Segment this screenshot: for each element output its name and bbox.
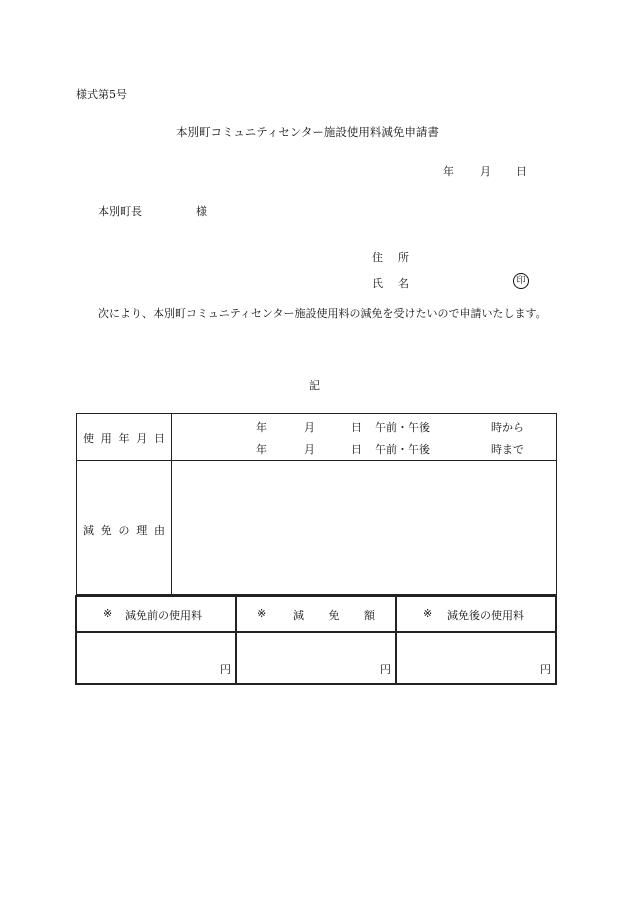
date-day-label: 日 — [516, 165, 527, 178]
fee-after-unit: 円 — [540, 663, 551, 676]
fee-before-unit: 円 — [220, 663, 231, 676]
date-year-label: 年 — [443, 165, 454, 178]
note-mark: ※ — [423, 607, 433, 620]
addressee-honorific: 様 — [196, 205, 207, 218]
address-label: 住 所 — [372, 251, 409, 264]
usage-date-label: 使 用 年 月 日 — [83, 432, 165, 445]
reason-label: 減 免 の 理 由 — [83, 524, 165, 537]
reason-field[interactable] — [173, 462, 555, 592]
form-number: 様式第5号 — [76, 88, 127, 101]
table-divider — [235, 597, 237, 683]
header-reduction-label: 減 免 額 — [293, 609, 375, 622]
application-statement: 次により、本別町コミュニティセンター施設使用料の減免を受けたいので申請いたします。 — [98, 307, 547, 320]
to-year: 年 — [256, 443, 267, 456]
header-before-label: 減免前の使用料 — [125, 609, 202, 622]
from-time: 時から — [491, 421, 524, 434]
to-month: 月 — [304, 443, 315, 456]
table-divider — [77, 631, 555, 633]
seal-mark: 印 — [513, 273, 529, 289]
fee-table — [75, 595, 557, 685]
fee-reduction-unit: 円 — [380, 663, 391, 676]
from-month: 月 — [304, 421, 315, 434]
table-divider — [77, 460, 556, 461]
note-mark: ※ — [257, 607, 267, 620]
page-title: 本別町コミュニティセンター施設使用料減免申請書 — [176, 125, 439, 139]
to-ampm: 午前・午後 — [375, 443, 430, 456]
usage-table — [76, 413, 557, 595]
note-mark: ※ — [103, 607, 113, 620]
from-ampm: 午前・午後 — [375, 421, 430, 434]
addressee-name: 本別町長 — [98, 205, 142, 218]
ki-heading: 記 — [309, 379, 320, 392]
date-month-label: 月 — [480, 165, 491, 178]
to-day: 日 — [351, 443, 362, 456]
from-day: 日 — [351, 421, 362, 434]
table-divider — [395, 597, 397, 683]
to-time: 時まで — [491, 443, 524, 456]
name-label: 氏 名 — [372, 277, 409, 290]
header-after-label: 減免後の使用料 — [447, 609, 524, 622]
table-divider — [171, 414, 172, 594]
from-year: 年 — [256, 421, 267, 434]
